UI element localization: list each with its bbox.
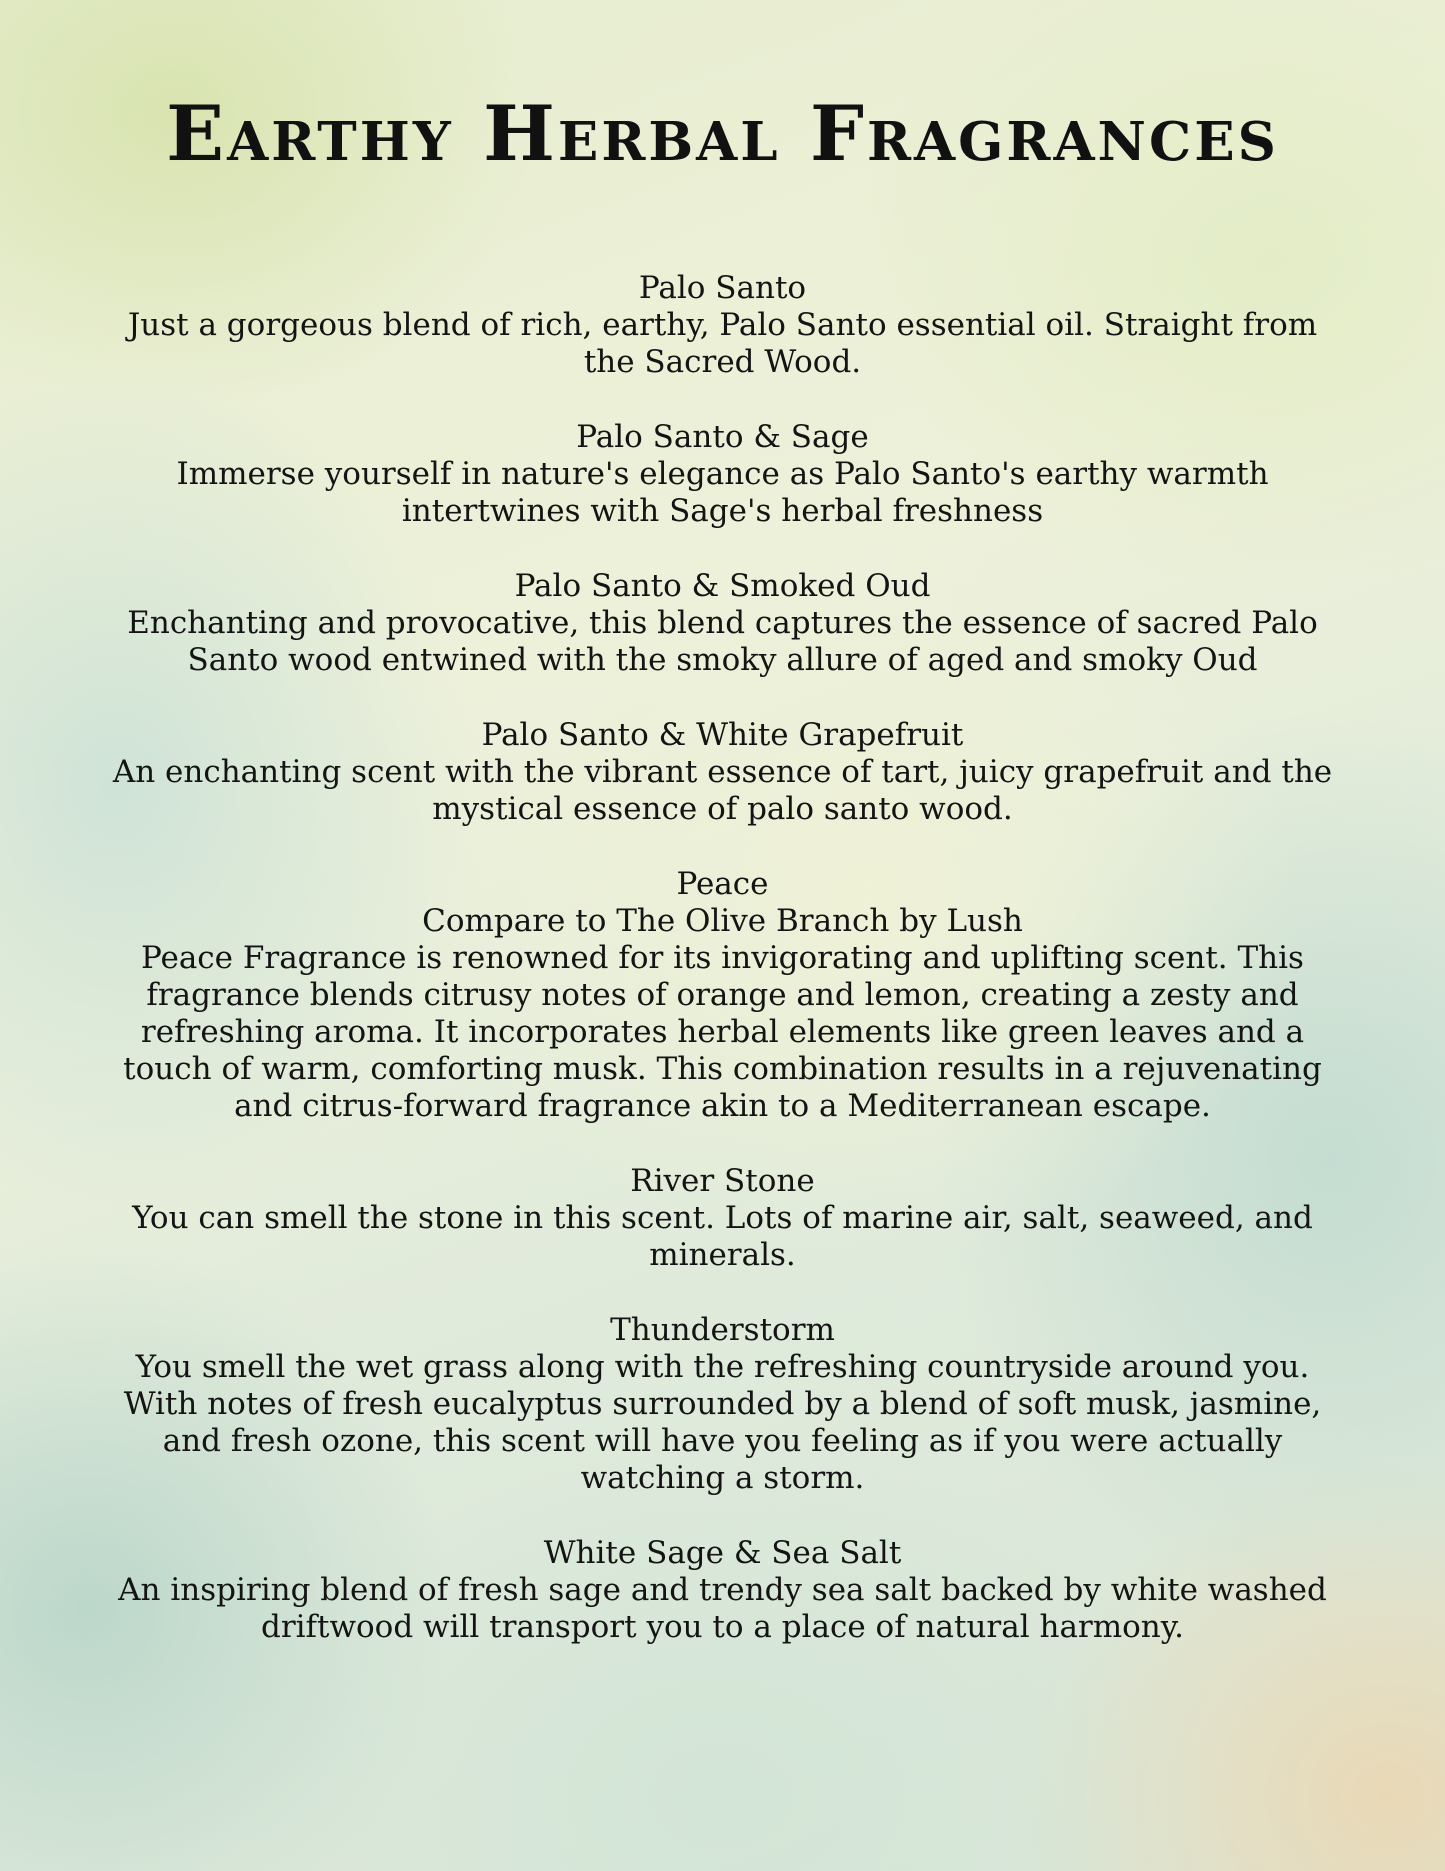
fragrance-description: Immerse yourself in nature's elegance as Palo Santo's earthy warmth intertwines with Sage's herbal freshness bbox=[176, 456, 1269, 529]
fragrance-entry bbox=[90, 568, 1355, 679]
fragrance-entry bbox=[90, 717, 1355, 828]
fragrance-description: An enchanting scent with the vibrant essence of tart, juicy grapefruit and the mystical essence of palo santo wood. bbox=[112, 754, 1333, 827]
fragrance-name: Palo Santo bbox=[638, 270, 807, 306]
fragrance-description: Peace Fragrance is renowned for its invigorating and uplifting scent. This fragrance blends citrusy notes of orange and lemon, creating a zesty and refreshing aroma. It incorporates herbal elements like green leaves and a touch of warm, comforting musk. This combination results in a rejuvenating and citrus-forward fragrance akin to a Mediterranean escape. bbox=[123, 940, 1322, 1124]
fragrance-subtitle: Compare to The Olive Branch by Lush bbox=[422, 903, 1023, 939]
fragrance-name: Peace bbox=[676, 866, 769, 902]
fragrance-entry bbox=[90, 1535, 1355, 1646]
fragrance-description: An inspiring blend of fresh sage and trendy sea salt backed by white washed driftwood will transport you to a place of natural harmony. bbox=[118, 1572, 1327, 1645]
fragrance-entry bbox=[90, 1163, 1355, 1274]
fragrance-description: Just a gorgeous blend of rich, earthy, Palo Santo essential oil. Straight from the Sacred Wood. bbox=[127, 307, 1318, 380]
fragrance-name: White Sage & Sea Salt bbox=[543, 1535, 902, 1571]
fragrance-entry bbox=[90, 1312, 1355, 1497]
fragrance-description: You can smell the stone in this scent. Lots of marine air, salt, seaweed, and minerals. bbox=[132, 1200, 1313, 1273]
fragrance-name: Palo Santo & Smoked Oud bbox=[514, 568, 931, 604]
fragrance-name: Palo Santo & White Grapefruit bbox=[481, 717, 964, 753]
fragrance-description: You smell the wet grass along with the refreshing countryside around you. With notes of fresh eucalyptus surrounded by a blend of soft musk, jasmine, and fresh ozone, this scent will have you feeling as if you were actually watching a storm. bbox=[123, 1349, 1322, 1496]
page-title: Earthy Herbal Fragrances bbox=[166, 89, 1279, 178]
fragrance-name: Thunderstorm bbox=[610, 1312, 835, 1348]
fragrance-description: Enchanting and provocative, this blend captures the essence of sacred Palo Santo wood entwined with the smoky allure of aged and smoky Oud bbox=[127, 605, 1318, 678]
fragrance-name: River Stone bbox=[630, 1163, 815, 1199]
fragrance-list bbox=[90, 270, 1355, 1684]
fragrance-entry bbox=[90, 419, 1355, 530]
fragrance-entry bbox=[90, 866, 1355, 1125]
fragrance-name: Palo Santo & Sage bbox=[576, 419, 869, 455]
fragrance-entry bbox=[90, 270, 1355, 381]
